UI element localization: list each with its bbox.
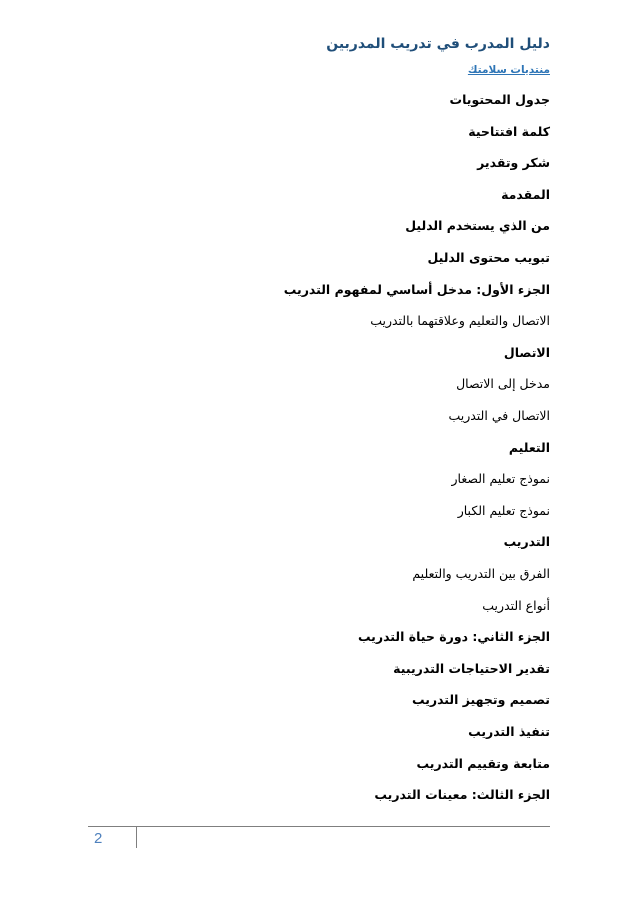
toc-entry[interactable]: المقدمة <box>501 187 550 202</box>
toc-entry[interactable]: الاتصال والتعليم وعلاقتهما بالتدريب <box>370 313 550 328</box>
toc-entry[interactable]: تبويب محتوى الدليل <box>427 250 550 265</box>
document-title: دليل المدرب في تدريب المدربين <box>326 36 550 52</box>
toc-entry[interactable]: متابعة وتقييم التدريب <box>416 756 550 771</box>
toc-entry[interactable]: تنفيذ التدريب <box>468 724 550 739</box>
toc-entry[interactable]: الجزء الأول: مدخل أساسي لمفهوم التدريب <box>283 282 550 297</box>
toc-entry[interactable]: شكر وتقدير <box>477 155 550 170</box>
toc-entry[interactable]: التدريب <box>503 534 550 549</box>
toc-entry[interactable]: التعليم <box>508 440 550 455</box>
toc-entry[interactable]: الجزء الثاني: دورة حياة التدريب <box>357 629 550 644</box>
toc-entry[interactable]: نموذج تعليم الكبار <box>457 503 550 518</box>
toc-entry[interactable]: الفرق بين التدريب والتعليم <box>412 566 550 581</box>
toc-entry[interactable]: تقدير الاحتياجات التدريبية <box>393 661 550 676</box>
toc-entry[interactable]: الجزء الثالث: معينات التدريب <box>374 787 550 802</box>
footer-rule <box>88 826 550 827</box>
toc-entry[interactable]: جدول المحتويات <box>449 92 550 107</box>
footer-divider <box>136 826 137 848</box>
toc-entry[interactable]: من الذي يستخدم الدليل <box>405 218 550 233</box>
toc-entry[interactable]: نموذج تعليم الصغار <box>451 471 550 486</box>
forum-link[interactable]: منتديات سلامتك <box>467 64 550 76</box>
page-number: 2 <box>94 830 103 847</box>
toc-entry[interactable]: الاتصال <box>503 345 550 360</box>
toc-entry[interactable]: الاتصال في التدريب <box>448 408 550 423</box>
toc-entry[interactable]: تصميم وتجهيز التدريب <box>411 692 550 707</box>
toc-entry[interactable]: مدخل إلى الاتصال <box>456 376 550 391</box>
toc-entry[interactable]: كلمة افتتاحية <box>468 124 550 139</box>
toc-entry[interactable]: أنواع التدريب <box>482 598 550 613</box>
